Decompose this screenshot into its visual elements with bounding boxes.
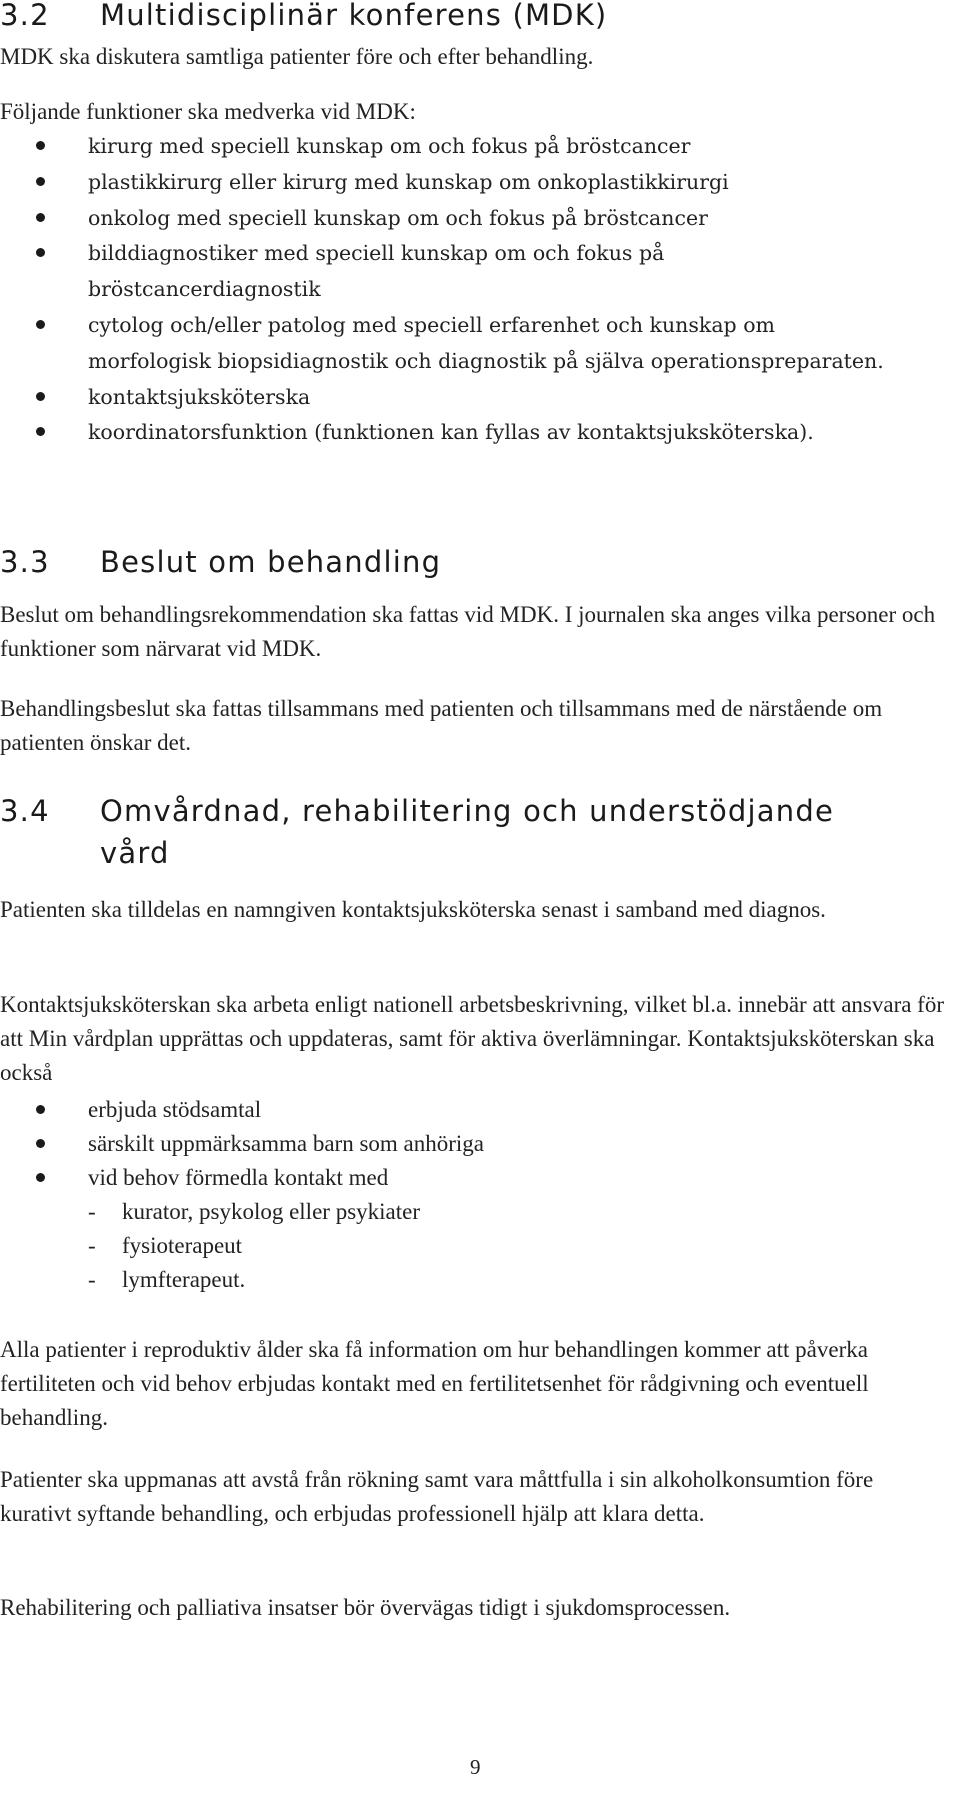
list-item: kirurg med speciell kunskap om och fokus på bröstcancer: [0, 129, 950, 165]
paragraph: Kontaktsjuksköterskan ska arbeta enligt nationell arbetsbeskrivning, vilket bl.a. innebär att ansvara för att Min vårdplan upprättas och uppdateras, samt för aktiva överlämningar. Kontaktsjuksköterskan ska också: [0, 992, 944, 1085]
dash-marker: -: [88, 1233, 96, 1258]
nurse-task-list: [0, 1093, 950, 1297]
list-item: bilddiagnostiker med speciell kunskap om och fokus på: [0, 236, 950, 272]
list-item: cytolog och/eller patolog med speciell erfarenhet och kunskap om: [0, 308, 950, 344]
sub-list-item: - kurator, psykolog eller psykiater: [0, 1195, 950, 1229]
bullet-icon: [36, 248, 45, 257]
list-item: kontaktsjuksköterska: [0, 380, 950, 416]
section-title: Beslut om behandling: [100, 545, 442, 579]
list-item: särskilt uppmärksamma barn som anhöriga: [0, 1127, 950, 1161]
paragraph: Patienten ska tilldelas en namngiven kontaktsjuksköterska senast i samband med diagnos.: [0, 897, 826, 922]
section-title: Omvårdnad, rehabilitering och understödjande: [100, 794, 834, 828]
bullet-icon: [36, 427, 45, 436]
list-item-continuation: bröstcancerdiagnostik: [88, 277, 321, 302]
section-heading-3-3: [0, 541, 441, 583]
sub-list-item: - fysioterapeut: [0, 1229, 950, 1263]
bullet-icon: [36, 1105, 45, 1114]
paragraph: Alla patienter i reproduktiv ålder ska få information om hur behandlingen kommer att påverka fertiliteten och vid behov erbjudas kontakt med en fertilitetsenhet för rådgivning och eventuell behandling.: [0, 1337, 869, 1430]
section-heading-3-4: [0, 790, 834, 874]
bullet-icon: [36, 213, 45, 222]
bullet-icon: [36, 1139, 45, 1148]
dash-marker: -: [88, 1267, 96, 1292]
dash-marker: -: [88, 1199, 96, 1224]
section-heading-3-2: [0, 0, 607, 36]
paragraph: Beslut om behandlingsrekommendation ska fattas vid MDK. I journalen ska anges vilka personer och funktioner som närvarat vid MDK.: [0, 602, 936, 661]
section-number: 3.2: [0, 0, 50, 32]
bullet-icon: [36, 141, 45, 150]
section-number: 3.3: [0, 545, 50, 579]
list-item: erbjuda stödsamtal: [0, 1093, 950, 1127]
paragraph: Följande funktioner ska medverka vid MDK:: [0, 99, 416, 124]
list-item: vid behov förmedla kontakt med: [0, 1161, 950, 1195]
section-title-continuation: vård: [100, 836, 170, 870]
paragraph: Rehabilitering och palliativa insatser bör övervägas tidigt i sjukdomsprocessen.: [0, 1595, 731, 1620]
list-item-continuation: morfologisk biopsidiagnostik och diagnostik på själva operationspreparaten.: [88, 348, 884, 373]
paragraph: MDK ska diskutera samtliga patienter före och efter behandling.: [0, 44, 594, 69]
bullet-icon: [36, 1173, 45, 1182]
bullet-icon: [36, 392, 45, 401]
bullet-icon: [36, 320, 45, 329]
list-item: plastikkirurg eller kirurg med kunskap om onkoplastikkirurgi: [0, 165, 950, 201]
participant-list: [0, 129, 950, 451]
paragraph: Behandlingsbeslut ska fattas tillsammans med patienten och tillsammans med de närstående om patienten önskar det.: [0, 696, 883, 755]
list-item: onkolog med speciell kunskap om och fokus på bröstcancer: [0, 201, 950, 237]
section-number: 3.4: [0, 794, 50, 828]
page-number: 9: [470, 1755, 481, 1779]
sub-list-item: - lymfterapeut.: [0, 1263, 950, 1297]
section-title: Multidisciplinär konferens (MDK): [100, 0, 608, 32]
paragraph: Patienter ska uppmanas att avstå från rökning samt vara måttfulla i sin alkoholkonsumtion före kurativt syftande behandling, och erbjudas professionell hjälp att klara detta.: [0, 1467, 874, 1526]
list-item: koordinatorsfunktion (funktionen kan fyllas av kontaktsjuksköterska).: [0, 415, 950, 451]
bullet-icon: [36, 177, 45, 186]
